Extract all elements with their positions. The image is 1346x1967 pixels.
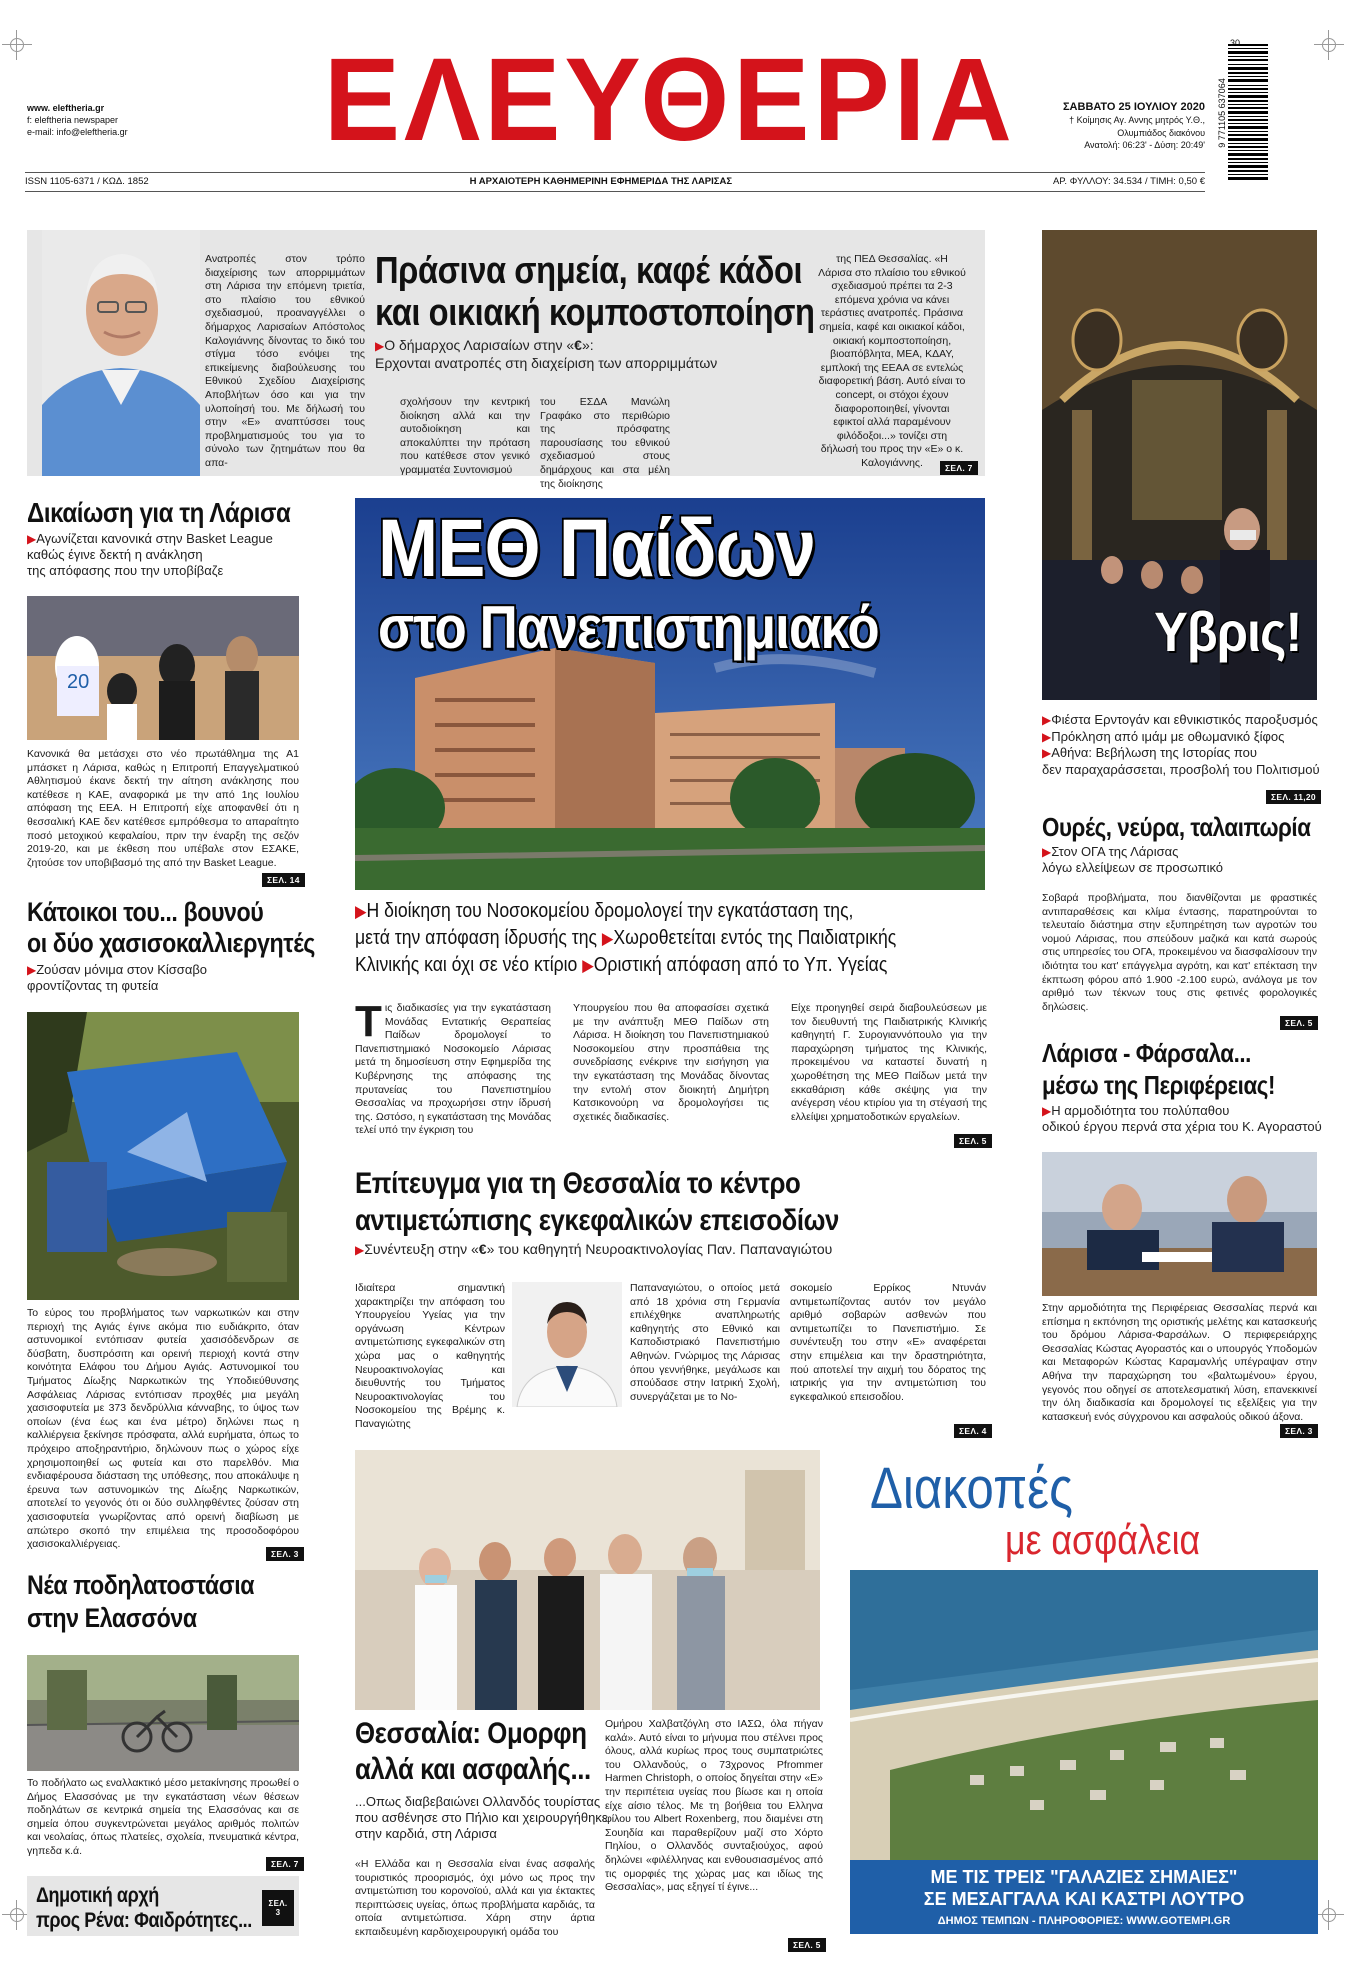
- oga-body: Σοβαρά προβλήματα, που διανθίζονται με φραστικές αντιπαραθέσεις και κλίμα έντασης, παρατηρούνται το τελευταίο διάστημα στην εξυπηρέτηση των αγροτών του νομού Λάρισας, που σπεύδουν μαζικά και κατά σωρούς στις υπηρεσίες του ΟΓΑ, προκειμένου να διασφαλίσουν την ιδιότητα του κατ' επάγγελμα αγρότη, και κατ' επέκταση την έκπτωση φόρου από 1.900 -2.100 ευρώ, ανάλογα με τον αριθμό των τέκνων τους στις φετινές φορολογικές δηλώσεις.: [1042, 892, 1317, 1013]
- tourist-title: αλλά και ασφαλής...: [355, 1753, 591, 1786]
- bullet-triangle-icon: ▶: [375, 339, 385, 353]
- facebook-link[interactable]: f: eleftheria newspaper: [27, 115, 119, 125]
- issn: ISSN 1105-6371 / ΚΩΔ. 1852: [25, 176, 149, 187]
- meeting-photo: [1042, 1152, 1317, 1296]
- mountain-body: Το εύρος του προβλήματος των ναρκωτικών και στην περιοχή της Αγιάς έγινε ακόμα πιο ευδιάκριτο, όταν αστυνομικοί εντόπισαν φυτεία χασισόδενδρων σε δύσβατη, δυσπρόσιτη και ορεινή περιοχή κοντά στην κοινότητα Ελάφου του Δήμου Αγιάς. Αστυνομικοί του Τμήματος Δίωξης Ναρκωτικών της Υποδιεύθυνσης Ασφάλειας Λάρισας εντόπισαν προχθές μια μεγάλη χασισοφυτεία με 373 δενδρύλλια κάνναβης, το ύψος των οποίων (ένα έως και ένα μέτρο) δηλώνει πως η καλλιέργεια ξεκίνησε πρόσφατα, αλλά ευρήματα, όπως το πρόχειρο αποξηραντήριο, δηλώνουν πως ο χώρος είχε χρησιμοποιηθεί ως φυτεία και στο παρελθόν. Μια ενδιαφέρουσα διάσταση της υπόθεσης, που αποκάλυψε η έρευνα των αστυνομικών της Δίωξης Ναρκωτικών, αποτελεί το γεγονός ότι οι δύο συλληφθέντες ζούσαν στη χασισοφυτεία γνωρίζοντας από ορεινή διαβίωση με απώτερο σκοπό την επιμέλεια της προσοδοφόρου χασισοκαλλιέργειας.: [27, 1307, 299, 1551]
- page-ref[interactable]: ΣΕΛ. 3: [266, 1547, 304, 1561]
- top-story-col3: του ΕΣΔΑ Μανώλη Γραφάκο στο περιθώριο της πρόσφατης παρουσίασης του εθνικού σχεδιασμού στους δημάρχους και στα μέλη της διοίκησης: [540, 396, 670, 490]
- main-title: ΜΕΘ Παίδων: [378, 503, 815, 594]
- oga-title: Ουρές, νεύρα, ταλαιπωρία: [1042, 812, 1311, 842]
- hybris-story[interactable]: [1060, 600, 1310, 664]
- barcode-number: 9 771105 637064: [1217, 78, 1227, 148]
- tourist-col2: Ομήρου Χαλβατζόγλη στο ΙΑΣΩ, όλα πήγαν καλά». Αυτό είναι το μήνυμα που στέλνει προς όλους, αλλά κυρίως προς τους συμπατριώτες του Ολλανδούς, ο 73χρονος Pfrommer Harmen Christoph, ο οποίος δηγείται στην «Ε» την περιπέτεια υγείας που βίωσε και η οποία είχε αίσιο τέλος. Με τη βοήθεια του Ελληνα φίλου του Albert Roxenberg, που διαμένει στη Σουηδία και παραθερίζουν μαζί στο Χόρτο Πηλίου, ο Ολλανδός συνταξιούχος, αφού δηλώνει «φιλέλληνας και ενθουσιασμένος από τις ομορφιές της χώρας μας και ιδίως της Θεσσαλίας», μας εξηγεί τί έγινε...: [605, 1718, 823, 1894]
- ad-line: ΜΕ ΤΙΣ ΤΡΕΙΣ "ΓΑΛΑΖΙΕΣ ΣΗΜΑΙΕΣ": [930, 1867, 1238, 1887]
- page-ref[interactable]: ΣΕΛ. 5: [1280, 1016, 1318, 1030]
- tourism-ad[interactable]: [850, 1450, 1318, 1934]
- top-story-sub: ▶Ο δήμαρχος Λαρισαίων στην «€»: Ερχονται ανατροπές στη διαχείριση των απορριμμάτων: [375, 337, 718, 371]
- bullet-triangle-icon: ▶: [355, 1243, 365, 1257]
- bike-story[interactable]: [27, 1569, 302, 1635]
- bullet-triangle-icon: ▶: [1042, 713, 1052, 727]
- page-ref[interactable]: ΣΕΛ. 14: [262, 873, 305, 887]
- page-ref[interactable]: ΣΕΛ. 11,20: [1266, 790, 1321, 804]
- page-ref[interactable]: ΣΕΛ. 7: [266, 1857, 304, 1871]
- rena-title: προς Ρένα: Φαιδρότητες...: [36, 1909, 252, 1932]
- page-ref[interactable]: ΣΕΛ. 7: [940, 461, 978, 475]
- basket-story[interactable]: Δικαίωση για τη Λάρισα ▶Αγωνίζεται κανονικά στην Basket League καθώς έγινε δεκτή η ανάκληση της απόφασης που την υποβίβαζε: [27, 497, 291, 578]
- bike-title: Νέα ποδηλατοστάσια: [27, 1570, 255, 1600]
- masthead-title: ΕΛΕΥΘΕΡΙΑ: [323, 34, 1017, 166]
- top-story-title: και οικιακή κομποστοποίηση: [375, 292, 815, 334]
- tourist-col1: «Η Ελλάδα και η Θεσσαλία είναι ένας ασφαλής τουριστικός προορισμός, όχι μόνο ως προς την αντιμετώπιση του κορονοϊού, αλλά και για έκτακτες περιπτώσεις υγείας, όπως προβλήματα καρδιάς, τα οποία αντιμετώπισα. Χάρη στην άρτια εκπαιδευμένη καρδιοχειρουργική ομάδα του: [355, 1858, 595, 1938]
- bullet-triangle-icon: ▶: [1042, 845, 1052, 859]
- contact-info: [27, 102, 128, 138]
- farsala-title: Λάρισα - Φάρσαλα...: [1042, 1038, 1251, 1068]
- ad-line: ΣΕ ΜΕΣΑΓΓΑΛΑ ΚΑΙ ΚΑΣΤΡΙ ΛΟΥΤΡΟ: [923, 1889, 1245, 1909]
- bullet-triangle-icon: ▶: [582, 956, 594, 975]
- mountain-title: Κάτοικοι του... βουνού: [27, 897, 264, 927]
- bullet-triangle-icon: ▶: [355, 902, 367, 921]
- hybris-title: Υβρις!: [1154, 600, 1302, 663]
- main-story-col2: Υπουργείου που θα αποφασίσει σχετικά με την ανάπτυξη ΜΕΘ Παίδων στη Λάρισα. Η διοίκηση του Πανεπιστημιακού Νοσοκομείου στην προσπάθεια της συνεδρίασης ενέκρινε την εισήγηση για την εγκατάσταση της Μονάδας δίνοντας την εντολή στον διοικητή Δημήτρη Κατσικονούρη να δρομολογήσει τις σχετικές διαδικασίες.: [573, 1002, 769, 1123]
- bullet-triangle-icon: ▶: [27, 963, 37, 977]
- stroke-story[interactable]: Επίτευγμα για τη Θεσσαλία το κέντρο αντιμετώπισης εγκεφαλικών επεισοδίων ▶Συνέντευξη στην «€» του καθηγητή Νευροακτινολογίας Παν. Παπαναγιώτου: [355, 1165, 995, 1259]
- stroke-col1: Ιδιαίτερα σημαντική χαρακτηρίζει την απόφαση του Υπουργείου Υγείας για την οργάνωση Κέντρων αντιμετώπισης εγκεφαλικών στη χώρα μας ο καθηγητής Νευροακτινολογίας και διευθυντής του Τμήματος Νευροακτινολογίας του Νοσοκομείου της Βρέμης κ. Παναγιώτης: [355, 1282, 505, 1430]
- crop-mark: [1314, 1900, 1344, 1930]
- bullet-triangle-icon: ▶: [601, 929, 614, 948]
- main-story-deck: ▶Η διοίκηση του Νοσοκομείου δρομολογεί την εγκατάσταση της, μετά την απόφαση ίδρυσής της ▶Χωροθετείται εντός της Παιδιατρικής Κλινικής και όχι σε νέο κτίριο ▶Οριστική απόφαση από το Υπ. Υγείας: [355, 900, 897, 976]
- bike-body: Το ποδήλατο ως εναλλακτικό μέσο μετακίνησης προωθεί ο Δήμος Ελασσόνας με την εγκατάσταση νέων θέσεων ποδηλάτων σε κεντρικά σημεία της Ελασσόνας και σε σημεία όπου συγκεντρώνεται μεγάλος αριθμός πολιτών και νεολαίας, όπως πλατείες, σχολεία, πνευματικά κέντρα, γηπεδα κ.ά.: [27, 1777, 299, 1857]
- crop-mark: [1314, 30, 1344, 60]
- bullet-triangle-icon: ▶: [1042, 729, 1052, 744]
- oga-story[interactable]: Ουρές, νεύρα, ταλαιπωρία ▶Στον ΟΓΑ της Λάρισας λόγω ελλείψεων σε προσωπικό: [1042, 812, 1311, 875]
- rena-story: [36, 1883, 266, 1933]
- basket-body: Κανονικά θα μετάσχει στο νέο πρωτάθλημα της Α1 μπάσκετ η Λάρισα, καθώς η Επιτροπή Επαγγελματικού Αθλητισμού έκανε δεκτή την αίτηση ανάκλησης που κατέθεσε η ΚΑΕ, αναφορικά με την από 1ης Ιουλίου απόφαση της ΕΕΑ. Η Επιτροπή είχε αποφανθεί ότι η θεσσαλική ΚΑΕ δεν κατέθεσε εμπρόθεσμα το απαραίτητο ποσό μετοχικού κεφαλαίου, πριν την έναρξη της σεζόν 2019-20, και με έκθεση που υπέβαλε στον ΕΣΑΚΕ, ζητούσε τον υποβιβασμό της από την Basket League.: [27, 748, 299, 869]
- bullet-triangle-icon: ▶: [27, 532, 37, 546]
- top-story-title: Πράσινα σημεία, καφέ κάδοι: [375, 250, 803, 292]
- bullet-triangle-icon: ▶: [1042, 1104, 1052, 1118]
- bike-title: στην Ελασσόνα: [27, 1603, 197, 1633]
- tourist-photo: [355, 1450, 820, 1710]
- professor-photo: [512, 1282, 622, 1407]
- top-story-col2: σχολήσουν την κεντρική διοίκηση αλλά και την αυτοδιοίκηση και αποκαλύπτει την πρόταση που κατέθεσε στον γενικό γραμματέα Συντονισμού: [400, 396, 530, 476]
- farsala-title: μέσω της Περιφέρειας!: [1042, 1070, 1275, 1100]
- barcode-addon: 30: [1230, 38, 1241, 48]
- tagline: Η ΑΡΧΑΙΟΤΕΡΗ ΚΑΘΗΜΕΡΙΝΗ ΕΦΗΜΕΡΙΔΑ ΤΗΣ ΛΑΡΙΣΑΣ: [469, 176, 733, 187]
- basket-title: Δικαίωση για τη Λάρισα: [27, 497, 291, 528]
- top-story-col1: Ανατροπές στον τρόπο διαχείρισης των απορριμμάτων στη Λάρισα την επόμενη τριετία, στο πλαίσιο του εθνικού σχεδιασμού, προαναγγέλλει ο δήμαρχος Λαρισαίων Απόστολος Καλογιάννης δίνοντας το δικό του στίγμα τόσο ενόψει της επικείμενης διαβούλευσης του Εθνικού Σχεδίου Διαχείρισης Αποβλήτων όσο και για την υλοποίησή του. Με δήλωσή του στην «Ε» αναπτύσσει τους προβληματισμούς του για το σύνολο των ζητημάτων που θα απα-: [205, 253, 365, 469]
- rena-title: Δημοτική αρχή: [36, 1884, 159, 1907]
- stroke-title: αντιμετώπισης εγκεφαλικών επεισοδίων: [355, 1204, 839, 1237]
- main-title: στο Πανεπιστημιακό: [378, 594, 879, 661]
- issue-price: ΑΡ. ΦΥΛΛΟΥ: 34.534 / ΤΙΜΗ: 0,50 €: [1052, 176, 1205, 187]
- farsala-body: Στην αρμοδιότητα της Περιφέρειας Θεσσαλίας περνά και επίσημα η εκπόνηση της οριστικής μελέτης και κατασκευής του δρόμου Λάρισα-Φαρσάλων. Ο περιφερειάρχης Θεσσαλίας Κώστας Αγοραστός και ο υπουργός Υποδομών και Μεταφορών Κώστας Καραμανλής υπέγραψαν στην Αθήνα την παραχώρηση του «βαλτωμένου» έργου, γεγονός που οδηγεί σε αποτελεσματική λύση, επανεκκινεί την όλη διαδικασία και δρομολογεί τις εξελίξεις για την κατασκευή ενός σύγχρονου και ασφαλούς οδικού άξονα.: [1042, 1302, 1317, 1423]
- sunrise-sunset: Ανατολή: 06:23' - Δύση: 20:49': [1084, 140, 1205, 150]
- drop-cap: Τ: [355, 997, 382, 1046]
- main-story-col1: Τις διαδικασίες για την εγκατάσταση Μονάδας Εντατικής Θεραπείας Παίδων δρομολογεί το Πανεπιστημιακό Νοσοκομείο Λάρισας μετά τη δημοσίευση στην Εφημερίδα της Κυβέρνησης της απόφασης της πρυτανείας του Πανεπιστημίου Θεσσαλίας να προχωρήσει στην ίδρυσή της. Ωστόσο, η εγκατάσταση της Μονάδας τελεί υπό την έγκριση του: [355, 997, 551, 1137]
- main-story-col3: Είχε προηγηθεί σειρά διαβουλεύσεων με τον διευθυντή της Παιδιατρικής Κλινικής καθηγητή Γ. Συρογιαννόπουλο για την παραχώρηση τμήματος της Κλινικής, προκειμένου να καταστεί δυνατή η χωροθέτηση της ΜΕΘ Παίδων μετά την εκκαθάριση κάθε σκέψης για την ανέγερση νέου κτιρίου για τη στέγασή της ελλείψει χρηματοδοτικών εργαλείων.: [791, 1002, 987, 1123]
- top-story-col4: της ΠΕΔ Θεσσαλίας. «Η Λάρισα στο πλαίσιο του εθνικού σχεδιασμού πρέπει τα 2-3 επόμενα χρόνια να κάνει τεράστιες ανατροπές. Πράσινα σημεία, καφέ και οικιακοί κάδοι, οικιακή κομποστοποίηση, βιοαπόβλητα, ΜΕΑ, ΚΔΑΥ, εμπλοκή της ΕΕΑΑ σε εντελώς διαφορετική βάση. Αυτό είναι το concept, οι στόχοι έχουν διαφοροποιηθεί, γίνονται εφικτοί αλλά παραμένουν φιλόδοξοι...» τονίζει στη δήλωσή του προς την «Ε» ο κ. Καλογιάννης.: [818, 253, 966, 469]
- tourist-title: Θεσσαλία: Ομορφη: [355, 1717, 587, 1750]
- website-link[interactable]: www. eleftheria.gr: [27, 103, 105, 113]
- tourist-story[interactable]: Θεσσαλία: Ομορφη αλλά και ασφαλής... ...Οπως διαβεβαιώνει Ολλανδός τουρίστας που ασθένησε στο Πήλιο και χειρουργήθηκε στην καρδιά, στη Λάρισα: [355, 1717, 608, 1841]
- bullet-triangle-icon: ▶: [1042, 746, 1052, 760]
- bike-photo: [27, 1655, 299, 1771]
- masthead-rule: [25, 191, 1205, 192]
- ad-footer[interactable]: ΔΗΜΟΣ ΤΕΜΠΩΝ - ΠΛΗΡΟΦΟΡΙΕΣ: WWW.GOTEMPI.GR: [937, 1915, 1231, 1927]
- basket-photo: [27, 596, 299, 740]
- saints-line: † Κοίμησις Αγ. Αννης μητρός Υ.Θ.,: [1069, 115, 1205, 125]
- page-ref[interactable]: ΣΕΛ. 4: [954, 1424, 992, 1438]
- email-link[interactable]: e-mail: info@eleftheria.gr: [27, 127, 128, 137]
- page-ref[interactable]: ΣΕΛ. 3: [1280, 1424, 1318, 1438]
- saints-line: Ολυμπιάδος διακόνου: [1117, 127, 1205, 138]
- stroke-col3: σοκομείο Ερρίκος Ντυνάν αντιμετωπίζοντας αυτόν τον μεγάλο αριθμό σοβαρών ασθενών που αντιμετωπίζει το Πανεπιστήμιο. Σε συνέντευξη του στην «Ε» αναφέρεται στην επιμέλεια και την δραστηριότητα, πού αποτελεί την αιχμή του δόρατος της ιατρικής για την αντιμετώπιση του εγκεφαλικού επεισοδίου.: [790, 1282, 986, 1403]
- issue-date: ΣΑΒΒΑΤΟ 25 ΙΟΥΛΙΟΥ 2020: [1062, 101, 1205, 113]
- mountain-title: οι δύο χασισοκαλλιεργητές: [27, 928, 315, 958]
- stroke-title: Επίτευγμα για τη Θεσσαλία το κέντρο: [355, 1167, 801, 1200]
- stroke-col2: Παπαναγιώτου, ο οποίος μετά από 18 χρόνια στη Γερμανία επιλέχθηκε αναπληρωτής καθηγητής στο Εθνικό και Καποδιστριακό Πανεπιστήμιο Αθηνών. Γνώριμος της Λάρισας όπου γεννήθηκε, μεγάλωσε και σπούδασε στην Ιατρική Σχολή, συνεργάζεται με το Νο-: [630, 1282, 780, 1403]
- page-ref[interactable]: ΣΕΛ. 5: [788, 1938, 826, 1952]
- ad-title: Διακοπές: [870, 1456, 1073, 1521]
- page-ref[interactable]: ΣΕΛ. 3: [262, 1890, 294, 1926]
- barcode: [1214, 40, 1274, 190]
- masthead-strip: [25, 176, 1205, 187]
- ad-subtitle: με ασφάλεια: [1005, 1516, 1201, 1563]
- farsala-story[interactable]: Λάρισα - Φάρσαλα... μέσω της Περιφέρειας! ▶Η αρμοδιότητα του πολύπαθου οδικού έργου περνά στα χέρια του Κ. Αγοραστού: [1042, 1038, 1322, 1134]
- tent-photo: [27, 1012, 299, 1300]
- beach-photo: [850, 1570, 1318, 1860]
- mayor-photo: [42, 230, 200, 476]
- date-block: [1030, 100, 1205, 152]
- mountain-story[interactable]: Κάτοικοι του... βουνού οι δύο χασισοκαλλιεργητές ▶Ζούσαν μόνιμα στον Κίσσαβο φροντίζοντας τη φυτεία: [27, 897, 315, 993]
- svg-text:20: 20: [67, 671, 90, 693]
- page-ref[interactable]: ΣΕΛ. 5: [954, 1134, 992, 1148]
- masthead-logo[interactable]: [323, 34, 1017, 166]
- hybris-bullets: ▶Φιέστα Ερντογάν και εθνικιστικός παροξυσμός ▶Πρόκληση από ιμάμ με οθωμανικό ξίφος ▶Αθήνα: Βεβήλωση της Ιστορίας που δεν παραχαράσσεται, προσβολή του Πολιτισμού: [1042, 712, 1320, 777]
- crop-mark: [2, 30, 32, 60]
- top-story-headline[interactable]: [375, 250, 815, 334]
- masthead-rule: [25, 172, 1205, 173]
- main-story-headline[interactable]: [378, 505, 978, 663]
